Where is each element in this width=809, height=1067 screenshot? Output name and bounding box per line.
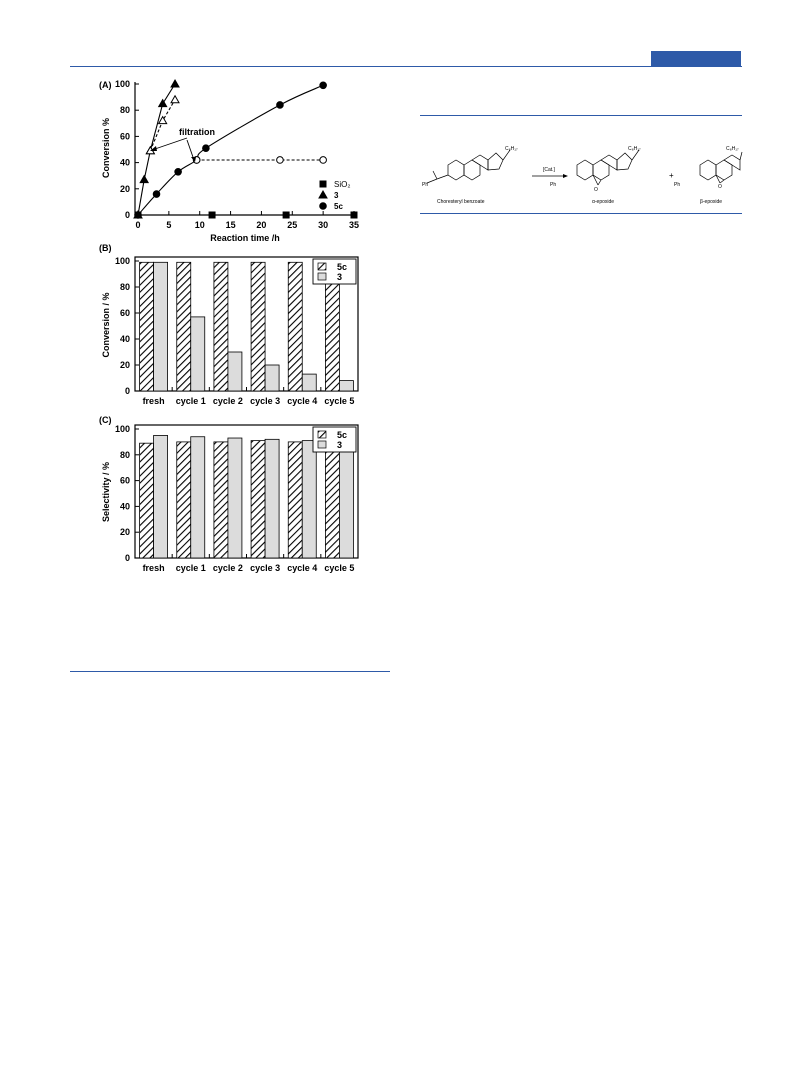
filtration-annotation: filtration xyxy=(179,127,215,137)
beta-epoxide-structure xyxy=(700,152,742,183)
bar-3 xyxy=(302,441,316,558)
legend-swatch xyxy=(318,431,326,438)
reactant-name: Choresteryl benzoate xyxy=(437,199,485,205)
panel-b-label: (B) xyxy=(99,243,112,253)
reaction-arrowhead xyxy=(563,174,568,178)
bar-3 xyxy=(265,365,279,391)
panel-a-x-tick-label: 5 xyxy=(166,220,172,230)
x-tick-label: cycle 3 xyxy=(250,563,281,573)
x-tick-label: cycle 2 xyxy=(212,563,243,573)
y-tick-label: 0 xyxy=(124,553,130,563)
x-tick-label: cycle 4 xyxy=(287,396,318,406)
bar-3 xyxy=(191,317,205,391)
reactant-ph: Ph xyxy=(422,182,429,188)
bar-3 xyxy=(302,374,316,391)
panel-c-y-axis-label: Selectivity / % xyxy=(101,461,111,523)
panel-a-y-tick-label: 0 xyxy=(124,210,130,220)
panel-a-x-tick-label: 30 xyxy=(318,220,329,230)
panel-a-x-tick-label: 0 xyxy=(135,220,141,230)
panel-c-label: (C) xyxy=(99,415,112,425)
legend-label: 5c xyxy=(334,202,343,211)
panel-b-legend xyxy=(313,259,356,284)
bar-5c xyxy=(288,442,302,558)
panel-b-chart xyxy=(99,243,358,406)
data-point-3 xyxy=(159,100,167,107)
filtration-arrow-to-3 xyxy=(152,138,187,150)
data-point-5c xyxy=(277,102,284,109)
alpha-c8h17: C₈H₁₇ xyxy=(628,146,641,152)
legend-swatch xyxy=(318,263,326,270)
data-point-3-after-filtration xyxy=(159,117,167,124)
data-point-5c xyxy=(135,212,142,219)
panel-a-x-tick-label: 10 xyxy=(194,220,205,230)
legend-swatch xyxy=(318,273,326,280)
bar-3 xyxy=(339,381,353,391)
reactant-structure xyxy=(427,150,510,183)
legend-marker xyxy=(320,203,327,210)
bar-5c xyxy=(251,441,265,558)
panel-c-chart xyxy=(99,415,358,573)
reactant-c8h17: C₈H₁₇ xyxy=(505,146,518,152)
data-point-3 xyxy=(140,176,148,183)
data-point-sio xyxy=(209,212,215,218)
bar-5c xyxy=(140,262,154,391)
reaction-condition: [Cat.] xyxy=(543,167,555,173)
data-point-sio xyxy=(351,212,357,218)
y-tick-label: 60 xyxy=(119,475,130,486)
panel-a-x-tick-label: 15 xyxy=(225,220,236,230)
alpha-o: O xyxy=(594,187,598,193)
bar-5c xyxy=(251,262,265,391)
y-tick-label: 60 xyxy=(119,308,130,318)
data-point-3-after-filtration xyxy=(171,96,179,103)
bar-3 xyxy=(265,439,279,558)
panel-a-y-axis-label: Conversion % xyxy=(101,117,111,179)
legend-swatch xyxy=(318,441,326,448)
panel-a-y-tick-label: 40 xyxy=(119,157,130,168)
x-tick-label: cycle 5 xyxy=(324,396,355,406)
bar-3 xyxy=(154,435,168,558)
x-tick-label: fresh xyxy=(142,563,165,573)
legend-marker xyxy=(320,181,326,187)
plus-sign: + xyxy=(669,171,674,180)
data-point-5c xyxy=(153,191,160,198)
bar-5c xyxy=(214,442,228,558)
data-point-sio xyxy=(283,212,289,218)
data-point-5c xyxy=(320,82,327,89)
bar-3 xyxy=(154,262,168,391)
bar-5c xyxy=(325,442,339,558)
data-point-5c xyxy=(175,168,182,175)
alpha-ph: Ph xyxy=(550,182,557,188)
panel-a-x-axis-label: Reaction time /h xyxy=(210,233,280,243)
x-tick-label: cycle 5 xyxy=(324,563,355,573)
data-point-5c xyxy=(203,145,210,152)
panel-a-y-tick-label: 60 xyxy=(119,131,130,142)
y-tick-label: 20 xyxy=(119,527,130,538)
legend-label: 3 xyxy=(337,272,343,282)
panel-a-x-tick-label: 25 xyxy=(287,220,298,230)
bar-3 xyxy=(191,437,205,558)
bar-5c xyxy=(140,443,154,558)
bar-3 xyxy=(339,442,353,558)
bar-3 xyxy=(228,438,242,558)
panel-a-y-tick-label: 80 xyxy=(119,105,130,116)
panel-a-x-tick-label: 20 xyxy=(256,220,267,230)
x-tick-label: cycle 1 xyxy=(175,396,206,406)
y-tick-label: 80 xyxy=(119,282,130,292)
bar-3 xyxy=(228,352,242,391)
panel-a-y-tick-label: 100 xyxy=(114,79,130,89)
panel-a-label: (A) xyxy=(99,80,112,90)
legend-label: 5c xyxy=(337,262,348,272)
bar-5c xyxy=(288,262,302,391)
alpha-epoxide-structure xyxy=(577,150,639,185)
bar-5c xyxy=(177,262,191,391)
legend-label: 3 xyxy=(337,440,343,450)
panel-b-y-axis-label: Conversion / % xyxy=(101,292,111,358)
panel-a-y-tick-label: 20 xyxy=(119,183,130,194)
y-tick-label: 40 xyxy=(119,334,130,344)
beta-c8h17: C₈H₁₇ xyxy=(726,146,739,152)
legend-label: 3 xyxy=(334,191,339,200)
panel-a-legend xyxy=(319,180,350,211)
alpha-name: α-epoxide xyxy=(592,199,615,205)
y-tick-label: 0 xyxy=(124,386,130,396)
panel-c-legend xyxy=(313,427,356,452)
x-tick-label: cycle 1 xyxy=(175,563,206,573)
data-point-5c-after-filtration xyxy=(320,157,327,164)
beta-ph: Ph xyxy=(674,182,681,188)
y-tick-label: 100 xyxy=(114,424,130,434)
x-tick-label: cycle 4 xyxy=(287,563,318,573)
x-tick-label: cycle 3 xyxy=(250,396,281,406)
legend-label: 5c xyxy=(337,430,348,440)
x-tick-label: cycle 2 xyxy=(212,396,243,406)
beta-o: O xyxy=(718,184,722,190)
y-tick-label: 100 xyxy=(114,256,130,266)
reaction-scheme xyxy=(422,146,742,205)
bar-5c xyxy=(214,262,228,391)
beta-name: β-epoxide xyxy=(700,199,723,205)
y-tick-label: 80 xyxy=(119,449,130,460)
panel-a-chart xyxy=(99,79,359,243)
section-rule xyxy=(70,671,390,672)
y-tick-label: 20 xyxy=(119,360,130,370)
bar-5c xyxy=(177,442,191,558)
data-point-3 xyxy=(171,80,179,87)
legend-label: SiO₂ xyxy=(334,180,351,189)
x-tick-label: fresh xyxy=(142,396,165,406)
panel-a-x-tick-label: 35 xyxy=(348,220,360,230)
data-point-5c-after-filtration xyxy=(277,157,284,164)
y-tick-label: 40 xyxy=(119,501,130,512)
legend-marker xyxy=(319,191,327,198)
